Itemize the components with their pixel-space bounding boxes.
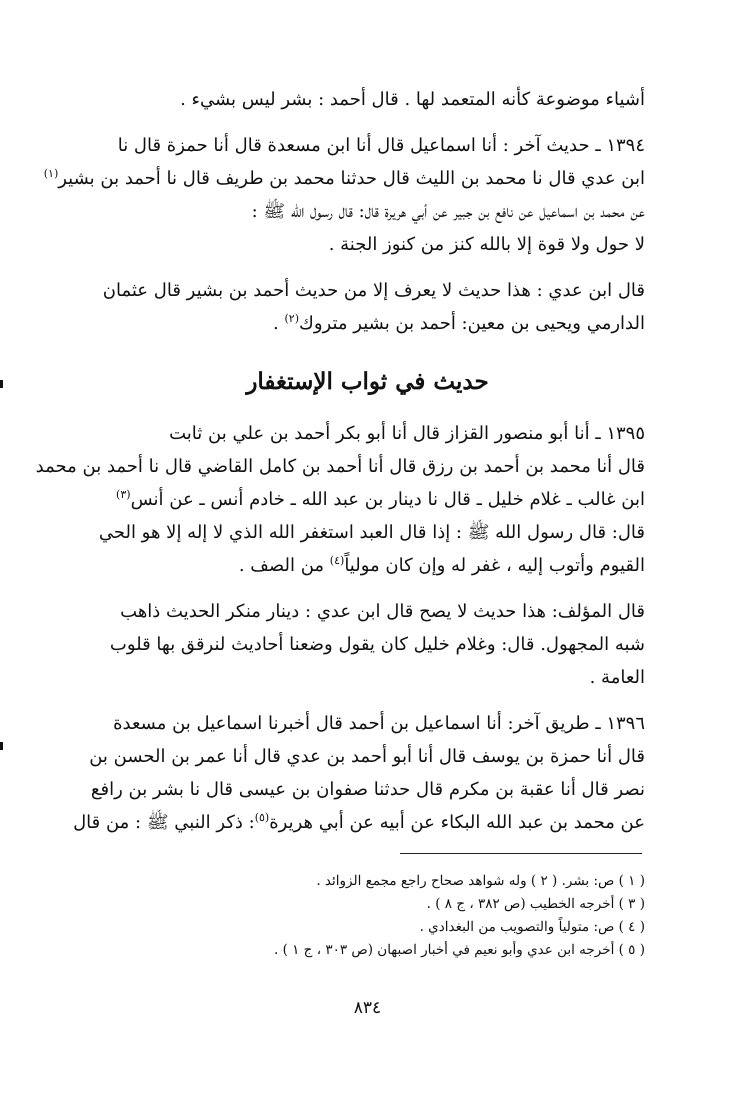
text-line: ١٣٩٦ ـ طريق آخر: أنا اسماعيل بن أحمد قال أخبرنا اسماعيل بن مسعدة	[113, 713, 645, 734]
footnote: ( ٣ ) أخرجه الخطيب (ص ٣٨٢ ، ج ٨ ) .	[426, 896, 645, 912]
text-line: العامة .	[589, 667, 645, 688]
text-line: قال المؤلف: هذا حديث لا يصح قال ابن عدي : دينار منكر الحديث ذاهب	[120, 601, 645, 622]
footnote: ( ١ ) ص: بشر. ( ٢ ) وله شواهد صحاح راجع مجمع الزوائد .	[316, 873, 645, 889]
text-line: عن محمد بن عبد الله البكاء عن أبيه عن أبي هريرة$^{(٥)}$: ذكر النبي ﷺ : من قال	[73, 811, 645, 833]
text-line: قال: قال رسول الله ﷺ : إذا قال العبد استغفر الله الذي لا إله إلا هو الحي	[98, 522, 645, 543]
footnote-ref: (٢)	[284, 312, 300, 325]
text-line: القيوم وأتوب إليه ، غفر له وإن كان مولياً$^{(٤)}$ من الصف .	[238, 554, 645, 576]
text-line: نصر قال أنا عقبة بن مكرم قال حدثنا صفوان بن عيسى قال نا بشر بن رافع	[90, 779, 645, 800]
text-line: لا حول ولا قوة إلا بالله كنز من كنوز الجنة .	[328, 234, 645, 255]
text-line: ابن غالب ـ غلام خليل ـ قال نا دينار بن عبد الله ـ خادم أنس ـ عن أنس$^{(٣)}$	[116, 488, 645, 510]
page-number: ٨٣٤	[353, 998, 382, 1018]
text-line: قال ابن عدي : هذا حديث لا يعرف إلا من حديث أحمد بن بشير قال عثمان	[102, 280, 645, 301]
text-line: عن محمد بن اسماعيل عن نافع بن جبير عن أبي هريرة قال: قال رسول الله ﷺ :	[251, 201, 645, 222]
text-block-main	[35, 417, 645, 839]
text-line: أشياء موضوعة كأنه المتعمد لها . قال أحمد : بشر ليس بشيء .	[180, 89, 645, 110]
footnote-ref: (١)	[43, 167, 59, 180]
text-line: الدارمي ويحيى بن معين: أحمد بن بشير متروك$^{(٢)}$ .	[273, 312, 645, 334]
footnote-divider	[400, 853, 642, 854]
section-heading: حديث في ثواب الإستغفار	[246, 368, 489, 395]
footnotes	[89, 870, 645, 962]
footnote: ( ٥ ) أخرجه ابن عدي وأبو نعيم في أخبار اصبهان (ص ٣٠٣ ، ج ١ ) .	[273, 942, 645, 958]
text-block-top	[43, 83, 645, 340]
left-edge-mark	[0, 742, 3, 750]
text-line: ابن عدي قال نا محمد بن الليث قال حدثنا محمد بن طريف قال نا أحمد بن بشير$^{(١)}$	[43, 167, 645, 189]
footnote-ref: (٥)	[254, 811, 270, 824]
footnote: ( ٤ ) ص: متولياً والتصويب من البغدادي .	[419, 919, 645, 935]
text-line: قال أنا حمزة بن يوسف قال أنا أبو أحمد بن عدي قال أنا عمر بن الحسن بن	[89, 746, 645, 767]
text-line: ١٣٩٥ ـ أنا أبو منصور القزاز قال أنا أبو بكر أحمد بن علي بن ثابت	[169, 423, 645, 444]
footnote-ref: (٤)	[329, 554, 345, 567]
text-line: ١٣٩٤ ـ حديث آخر : أنا اسماعيل قال أنا ابن مسعدة قال أنا حمزة قال نا	[117, 135, 645, 156]
footnote-ref: (٣)	[116, 488, 131, 501]
text-line: قال أنا محمد بن أحمد بن رزق قال أنا أحمد بن كامل القاضي قال نا أحمد بن محمد	[35, 456, 645, 477]
text-line: شبه المجهول. قال: وغلام خليل كان يقول وضعنا أحاديث لنرقق بها قلوب	[109, 634, 645, 655]
